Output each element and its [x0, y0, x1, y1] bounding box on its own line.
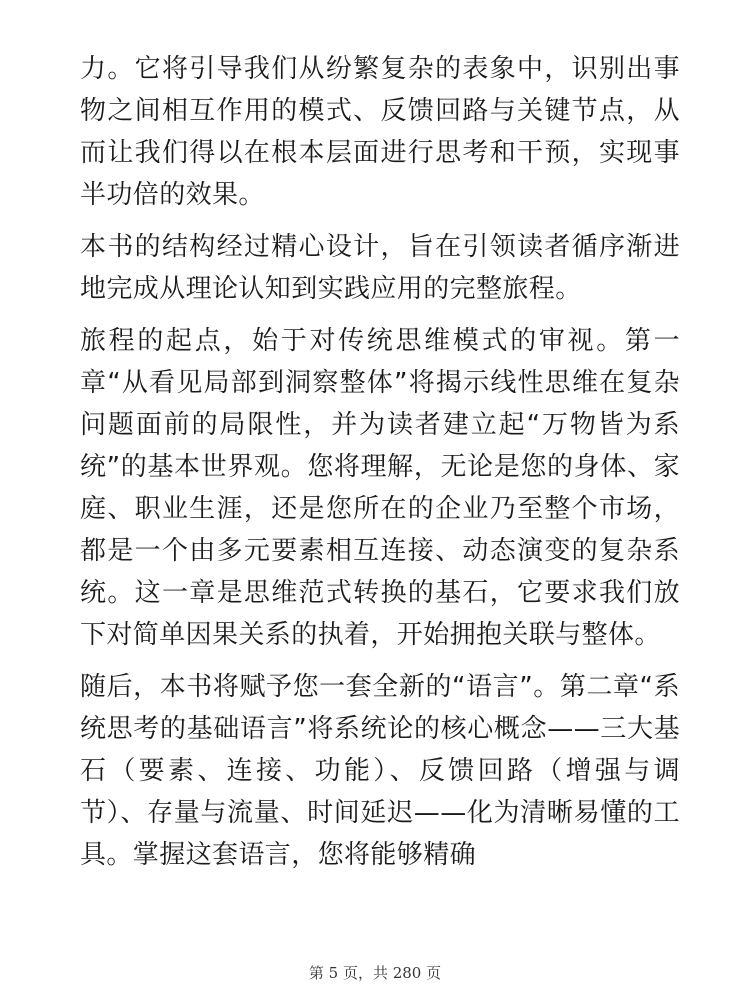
paragraph: 力。它将引导我们从纷繁复杂的表象中，识别出事物之间相互作用的模式、反馈回路与关键节点，从而让我们得以在根本层面进行思考和干预，实现事半功倍的效果。	[80, 54, 680, 210]
paragraph: 本书的结构经过精心设计，旨在引领读者循序渐进地完成从理论认知到实践应用的完整旅程。	[80, 232, 680, 304]
paragraph: 随后，本书将赋予您一套全新的“语言”。第二章“系统思考的基础语言”将系统论的核心概念——三大基石（要素、连接、功能）、反馈回路（增强与调节）、存量与流量、时间延迟——化为清晰易懂的工具。掌握这套语言，您将能够精确	[80, 672, 680, 870]
page-number-footer: 第 5 页，共 280 页	[308, 964, 442, 982]
page-body	[80, 48, 680, 886]
paragraph: 旅程的起点，始于对传统思维模式的审视。第一章“从看见局部到洞察整体”将揭示线性思维在复杂问题面前的局限性，并为读者建立起“万物皆为系统”的基本世界观。您将理解，无论是您的身体、家庭、职业生涯，还是您所在的企业乃至整个市场，都是一个由多元要素相互连接、动态演变的复杂系统。这一章是思维范式转换的基石，它要求我们放下对简单因果关系的执着，开始拥抱关联与整体。	[80, 326, 680, 650]
